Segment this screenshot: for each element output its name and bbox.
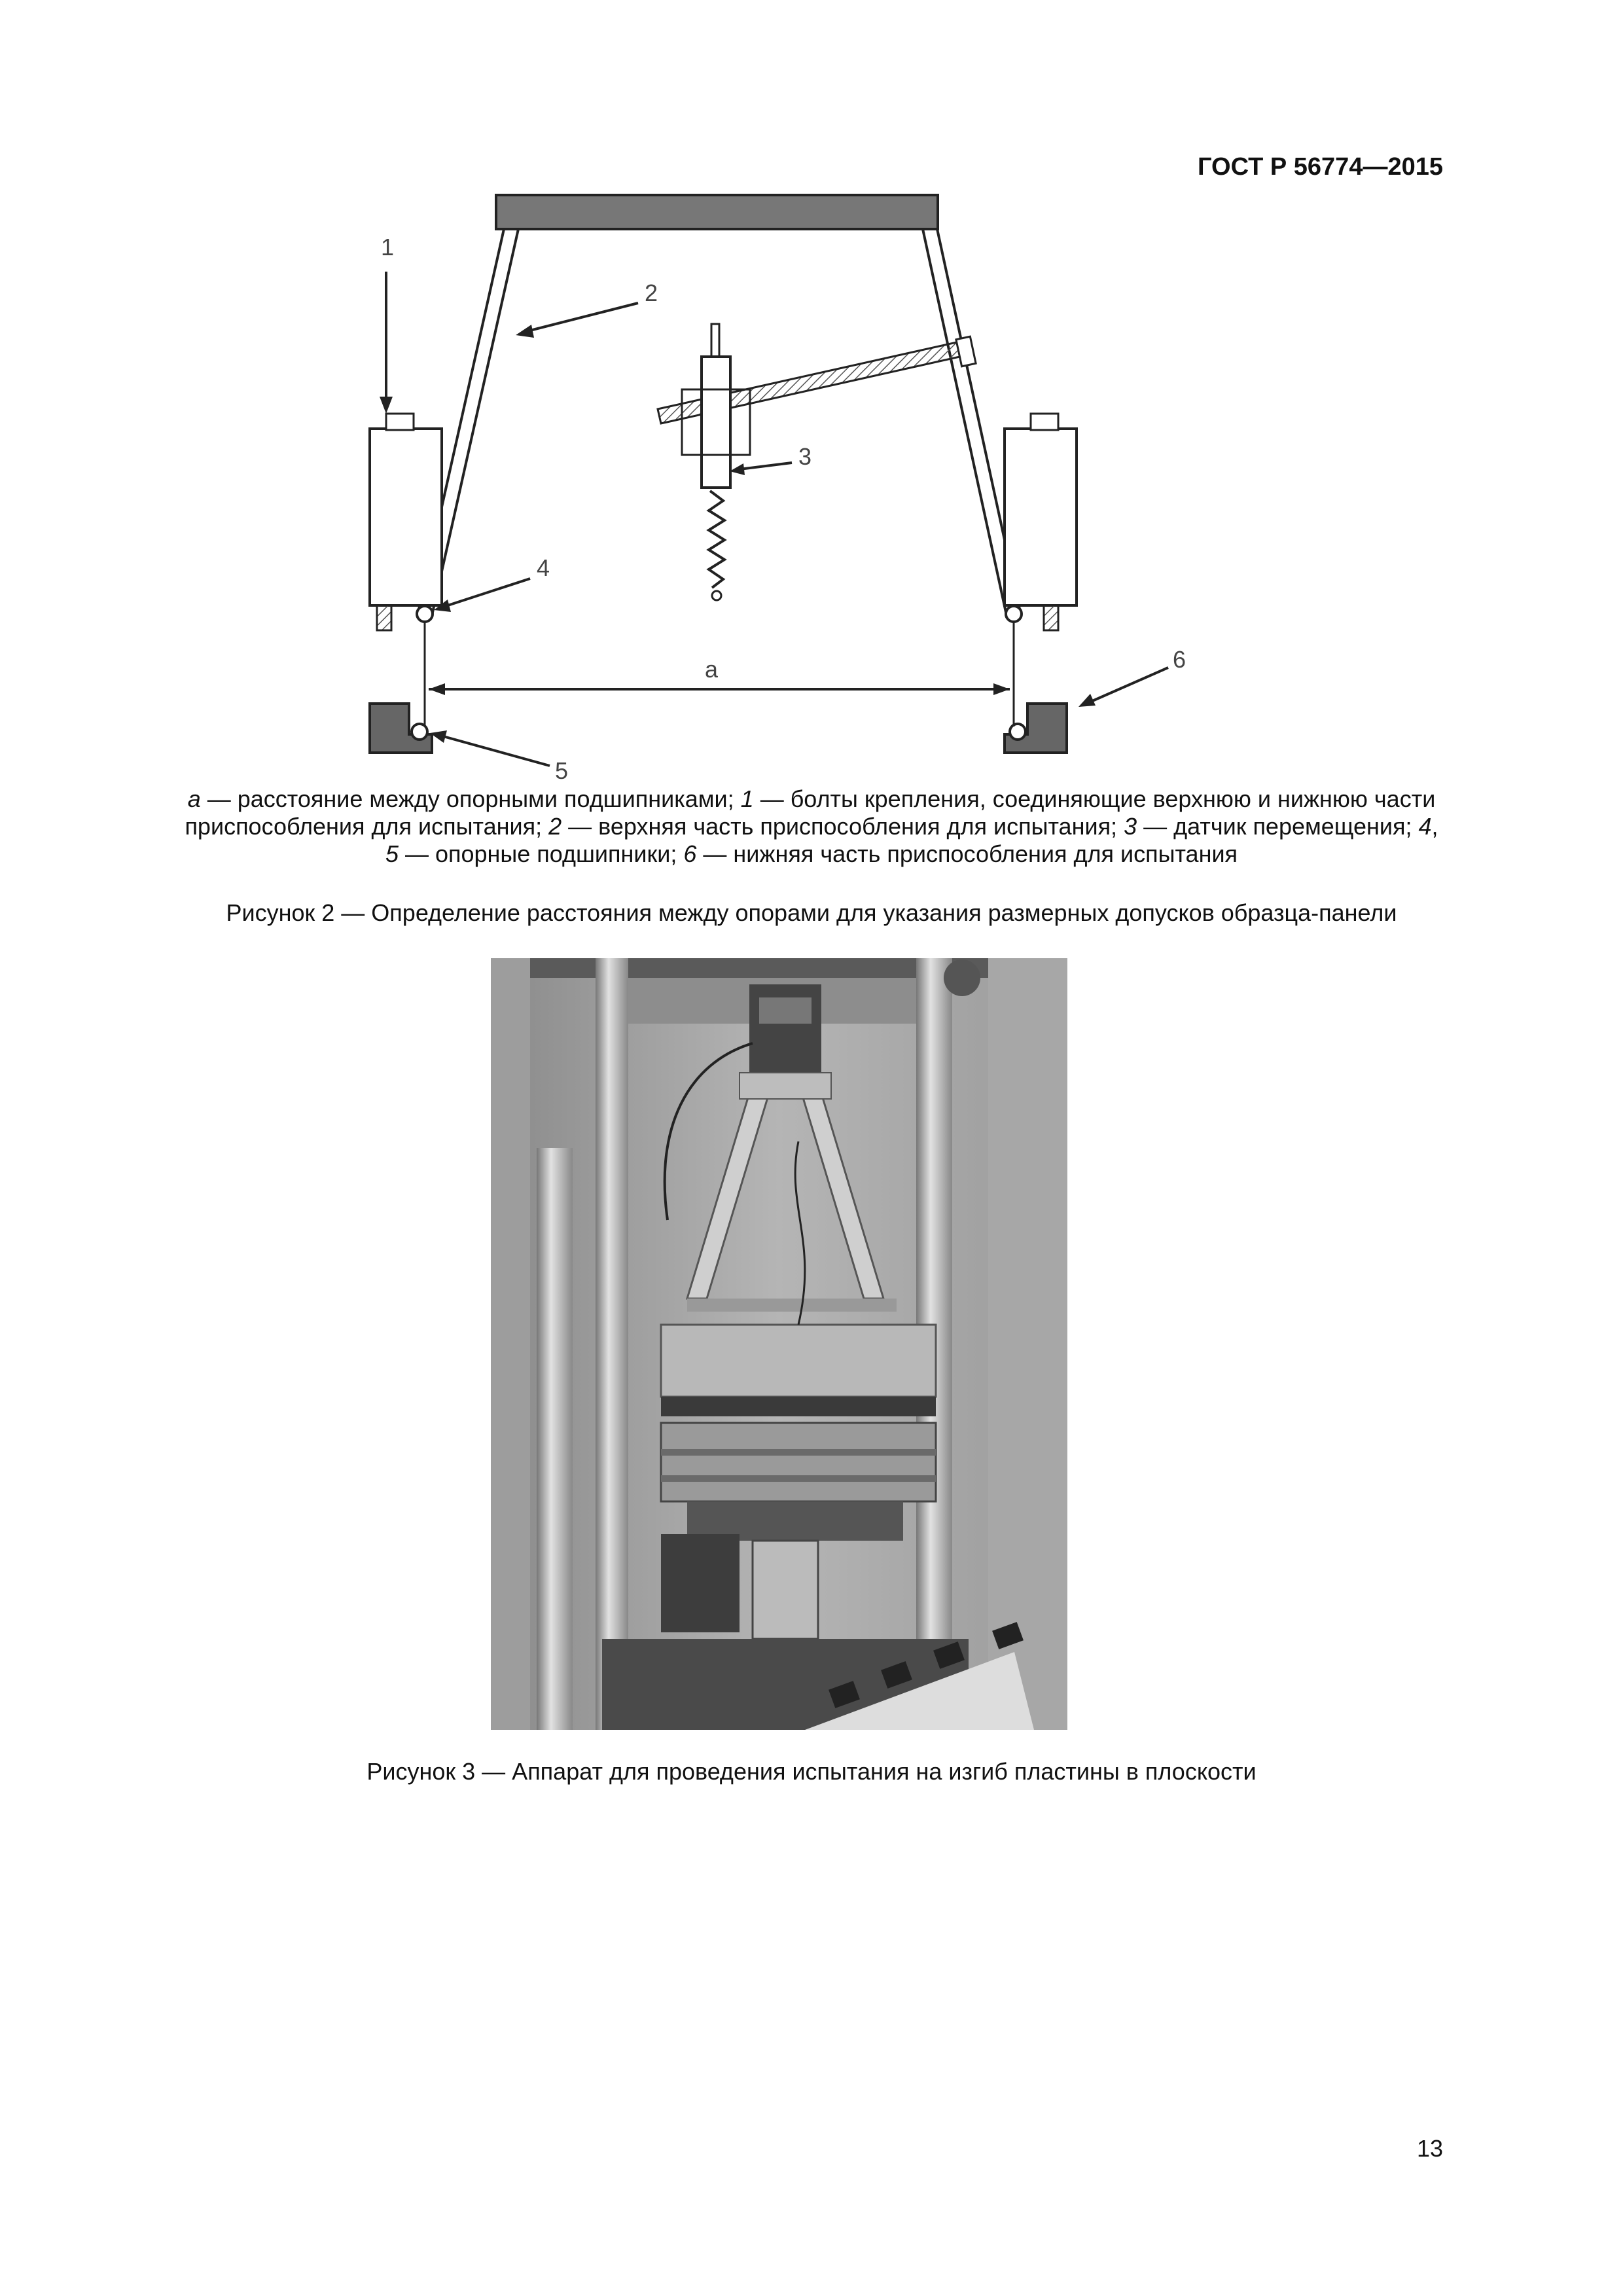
left-clamp-block [370,429,442,605]
label-3: 3 [798,443,812,470]
label-5: 5 [555,757,569,784]
label-2: 2 [645,279,658,306]
bearing-4-right [1006,606,1022,622]
figure-3-caption: Рисунок 3 — Аппарат для проведения испытания на изгиб пластины в плоскости [366,1758,1257,1785]
displacement-sensor [702,357,730,488]
bearing-4-left [417,606,433,622]
label-1: 1 [381,234,395,260]
top-beam [496,195,938,229]
sensor-spring [709,491,724,588]
figure-2-caption: Рисунок 2 — Определение расстояния между опорами для указания размерных допусков образца-панели [226,899,1397,926]
standard-header: ГОСТ Р 56774—2015 [1198,153,1443,181]
figure-2-legend: а — расстояние между опорными подшипниками; 1 — болты крепления, соединяющие верхнюю и нижнюю части приспособления для испытания; 2 — верхняя часть приспособления для испытания; 3 — датчик перемещения; 4, 5 — опорные подшипники; 6 — нижняя часть приспособления для испытания [185,785,1438,867]
label-a: а [705,656,719,683]
bearing-5-right [1010,724,1026,740]
label-4: 4 [537,554,550,581]
label-6: 6 [1173,646,1186,673]
page-number: 13 [1416,2135,1443,2162]
right-clamp-block [1005,429,1077,605]
figure-2-diagram [347,183,1263,785]
figure-3-photo [491,958,1067,1730]
